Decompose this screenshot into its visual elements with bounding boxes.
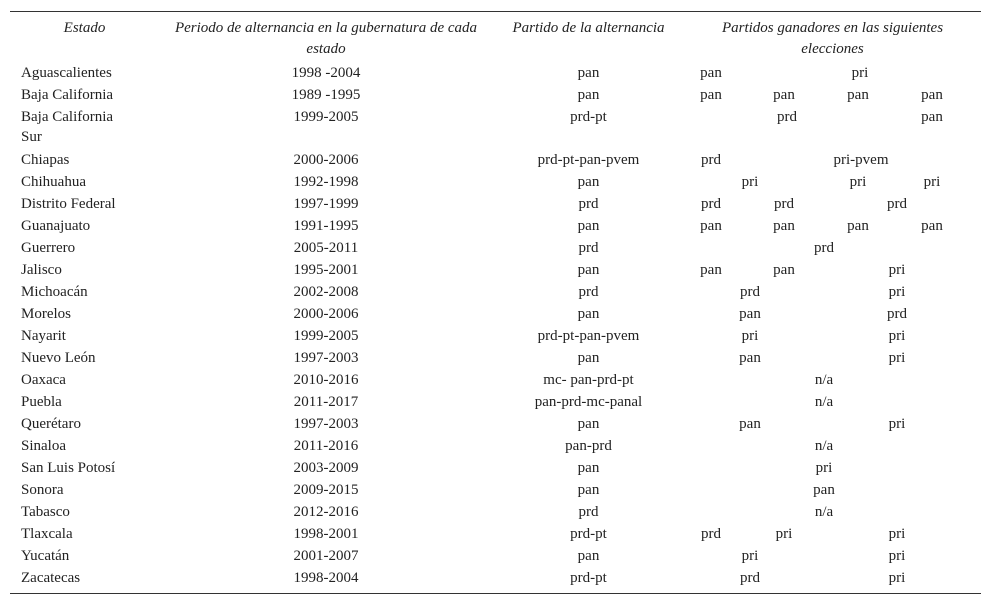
winner-party: prd xyxy=(777,109,797,125)
cell-ganadores xyxy=(684,457,981,479)
winner-party: pan xyxy=(847,87,869,103)
winner-party: pri xyxy=(815,460,833,476)
cell-periodo: 1995-2001 xyxy=(293,262,359,278)
cell-estado-text: Baja California Sur xyxy=(21,109,114,145)
cell-ganadores xyxy=(684,347,981,369)
cell-ganadores xyxy=(684,281,981,303)
cell-ganadores xyxy=(684,545,981,567)
cell-estado: Sinaloa xyxy=(21,438,66,454)
cell-ganadores xyxy=(684,303,981,325)
winner-party: pri xyxy=(888,526,906,542)
header-periodo: Periodo de alternancia en la gubernatura de cada estado xyxy=(174,20,478,57)
cell-partido: prd-pt xyxy=(570,570,607,586)
cell-periodo: 2009-2015 xyxy=(293,482,359,498)
winner-party: pri xyxy=(851,65,869,81)
cell-estado: Morelos xyxy=(21,306,71,322)
winner-party: prd xyxy=(774,196,794,212)
cell-estado: Puebla xyxy=(21,394,62,410)
table-row xyxy=(10,149,981,171)
winner-party: pan xyxy=(700,65,722,81)
cell-partido: mc- pan-prd-pt xyxy=(543,372,634,388)
cell-estado: Guerrero xyxy=(21,240,76,256)
winner-party: n/a xyxy=(814,372,834,388)
winner-party: pan xyxy=(773,262,795,278)
cell-ganadores xyxy=(684,501,981,523)
cell-ganadores xyxy=(684,62,981,84)
cell-estado: Querétaro xyxy=(21,416,81,432)
cell-partido: prd xyxy=(578,196,599,212)
cell-periodo: 2001-2007 xyxy=(293,548,359,564)
cell-periodo: 2000-2006 xyxy=(293,152,359,168)
cell-partido: pan-prd-mc-panal xyxy=(534,394,643,410)
cell-periodo: 1992-1998 xyxy=(293,174,359,190)
table-row xyxy=(10,457,981,479)
cell-partido: pan xyxy=(577,460,600,476)
cell-ganadores xyxy=(684,106,981,149)
cell-periodo: 2000-2006 xyxy=(293,306,359,322)
cell-estado: Tlaxcala xyxy=(21,526,73,542)
winner-party: pri xyxy=(888,262,906,278)
winner-party: pan xyxy=(847,218,869,234)
winner-party: pri xyxy=(741,328,759,344)
winner-party: pri xyxy=(923,174,941,190)
cell-partido: pan xyxy=(577,482,600,498)
cell-estado: Chiapas xyxy=(21,152,70,168)
table-row xyxy=(10,347,981,369)
cell-estado xyxy=(10,106,159,149)
cell-estado: Yucatán xyxy=(21,548,70,564)
cell-partido: pan xyxy=(577,350,600,366)
cell-periodo: 1997-2003 xyxy=(293,350,359,366)
winner-party: pri xyxy=(888,284,906,300)
winner-party: prd xyxy=(740,284,760,300)
cell-partido: pan xyxy=(577,262,600,278)
winner-party: pan xyxy=(739,306,761,322)
cell-ganadores xyxy=(684,149,981,171)
cell-partido: pan xyxy=(577,174,600,190)
cell-ganadores xyxy=(684,391,981,413)
winner-party: pri xyxy=(741,174,759,190)
table-row xyxy=(10,237,981,259)
cell-periodo: 1997-2003 xyxy=(293,416,359,432)
cell-periodo: 1998-2001 xyxy=(293,526,359,542)
winner-party: pan xyxy=(739,416,761,432)
header-row xyxy=(10,12,981,62)
cell-periodo: 1998-2004 xyxy=(293,570,359,586)
table-row xyxy=(10,84,981,106)
winner-party: pri xyxy=(849,174,867,190)
table-container xyxy=(10,11,981,589)
results-table xyxy=(10,12,981,589)
table-row xyxy=(10,369,981,391)
cell-ganadores xyxy=(684,237,981,259)
table-row xyxy=(10,303,981,325)
table-row xyxy=(10,479,981,501)
table-row xyxy=(10,523,981,545)
winner-party: pri xyxy=(888,570,906,586)
winner-party: pri xyxy=(888,416,906,432)
cell-ganadores xyxy=(684,215,981,237)
cell-estado: Jalisco xyxy=(21,262,62,278)
winner-party: pri xyxy=(888,328,906,344)
winner-party: pan xyxy=(773,218,795,234)
cell-estado: Chihuahua xyxy=(21,174,86,190)
winner-party: prd xyxy=(814,240,834,256)
cell-ganadores xyxy=(684,369,981,391)
header-ganadores: Partidos ganadores en las siguientes elecciones xyxy=(721,20,944,57)
header-partido: Partido de la alternancia xyxy=(512,20,665,36)
cell-estado: Nuevo León xyxy=(21,350,96,366)
cell-periodo: 1997-1999 xyxy=(293,196,359,212)
cell-periodo: 2011-2016 xyxy=(293,438,359,454)
cell-periodo: 2002-2008 xyxy=(293,284,359,300)
winner-party: pri xyxy=(888,548,906,564)
cell-periodo: 1998 -2004 xyxy=(291,65,361,81)
winner-party: pan xyxy=(921,87,943,103)
cell-estado: Michoacán xyxy=(21,284,88,300)
cell-periodo: 2011-2017 xyxy=(293,394,359,410)
winner-party: pri xyxy=(741,548,759,564)
bottom-rule xyxy=(10,593,981,594)
table-row xyxy=(10,391,981,413)
cell-partido: pan xyxy=(577,218,600,234)
table-row xyxy=(10,259,981,281)
cell-partido: pan xyxy=(577,416,600,432)
cell-partido: pan xyxy=(577,306,600,322)
winner-party: pan xyxy=(700,262,722,278)
header-estado: Estado xyxy=(63,20,106,36)
cell-estado: Guanajuato xyxy=(21,218,91,234)
table-row xyxy=(10,413,981,435)
cell-ganadores xyxy=(684,523,981,545)
winner-party: pri-pvem xyxy=(833,152,889,168)
winner-party: pan xyxy=(773,87,795,103)
cell-partido: prd-pt xyxy=(570,109,607,125)
winner-party: prd xyxy=(701,526,721,542)
cell-ganadores xyxy=(684,259,981,281)
winner-party: pan xyxy=(739,350,761,366)
winner-party: n/a xyxy=(814,394,834,410)
cell-ganadores xyxy=(684,84,981,106)
table-row xyxy=(10,106,981,149)
winner-party: prd xyxy=(701,196,721,212)
cell-estado: Zacatecas xyxy=(21,570,81,586)
cell-partido: pan xyxy=(577,548,600,564)
cell-partido: pan-prd xyxy=(565,438,612,454)
table-row xyxy=(10,501,981,523)
winner-party: pri xyxy=(888,350,906,366)
cell-partido: prd xyxy=(578,504,599,520)
table-row xyxy=(10,62,981,84)
cell-partido: prd xyxy=(578,240,599,256)
cell-ganadores xyxy=(684,413,981,435)
table-row xyxy=(10,193,981,215)
cell-ganadores xyxy=(684,171,981,193)
winner-party: prd xyxy=(701,152,721,168)
winner-party: prd xyxy=(887,196,907,212)
cell-estado: San Luis Potosí xyxy=(21,460,116,476)
cell-estado: Baja California xyxy=(21,87,114,103)
cell-partido: prd xyxy=(578,284,599,300)
cell-ganadores xyxy=(684,435,981,457)
cell-ganadores xyxy=(684,479,981,501)
cell-periodo: 2003-2009 xyxy=(293,460,359,476)
winner-party: pan xyxy=(921,109,943,125)
cell-estado: Distrito Federal xyxy=(21,196,116,212)
cell-periodo: 1991-1995 xyxy=(293,218,359,234)
cell-ganadores xyxy=(684,567,981,589)
cell-periodo: 2012-2016 xyxy=(293,504,359,520)
table-row xyxy=(10,545,981,567)
table-body xyxy=(10,62,981,589)
cell-partido: prd-pt xyxy=(570,526,607,542)
table-row xyxy=(10,215,981,237)
winner-party: n/a xyxy=(814,504,834,520)
cell-estado: Oaxaca xyxy=(21,372,66,388)
cell-estado: Nayarit xyxy=(21,328,66,344)
winner-party: pan xyxy=(813,482,835,498)
cell-partido: pan xyxy=(577,87,600,103)
table-row xyxy=(10,325,981,347)
cell-partido: pan xyxy=(577,65,600,81)
winner-party: prd xyxy=(740,570,760,586)
table-row xyxy=(10,567,981,589)
cell-partido: prd-pt-pan-pvem xyxy=(537,328,640,344)
cell-ganadores xyxy=(684,325,981,347)
cell-periodo: 2005-2011 xyxy=(293,240,359,256)
cell-periodo: 2010-2016 xyxy=(293,372,359,388)
table-row xyxy=(10,435,981,457)
cell-estado: Tabasco xyxy=(21,504,70,520)
winner-party: pan xyxy=(700,218,722,234)
cell-partido: prd-pt-pan-pvem xyxy=(537,152,640,168)
table-row xyxy=(10,171,981,193)
winner-party: pri xyxy=(775,526,793,542)
winner-party: n/a xyxy=(814,438,834,454)
winner-party: prd xyxy=(887,306,907,322)
cell-ganadores xyxy=(684,193,981,215)
cell-estado: Aguascalientes xyxy=(21,65,112,81)
winner-party: pan xyxy=(921,218,943,234)
cell-periodo: 1999-2005 xyxy=(293,328,359,344)
cell-estado: Sonora xyxy=(21,482,64,498)
winner-party: pan xyxy=(700,87,722,103)
cell-periodo: 1999-2005 xyxy=(293,109,359,125)
cell-periodo: 1989 -1995 xyxy=(291,87,361,103)
table-row xyxy=(10,281,981,303)
